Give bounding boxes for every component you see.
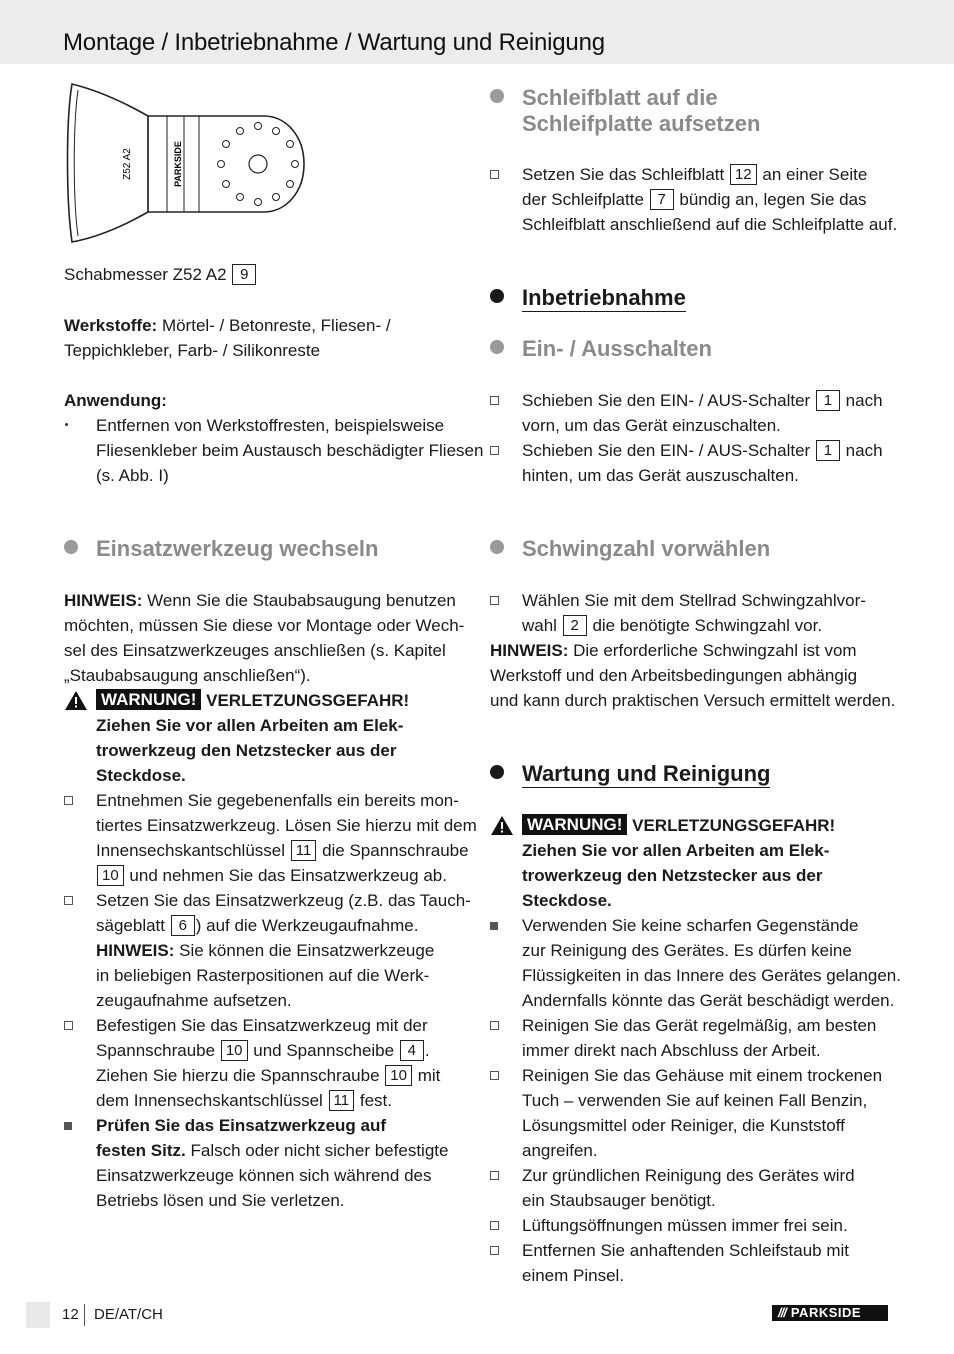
page-number: 12: [62, 1306, 79, 1323]
page-title: Montage / Inbetriebnahme / Wartung und Reinigung: [63, 29, 605, 56]
anwendung-label: Anwendung:: [64, 391, 167, 410]
checkbox-bullet-icon: [490, 1021, 499, 1030]
maintenance-item-2: Reinigen Sie das Gerät regelmäßig, am besten immer direkt nach Abschluss der Arbeit.: [490, 1013, 932, 1063]
hinweis-paragraph: HINWEIS: Wenn Sie die Staubabsaugung benutzen möchten, müssen Sie diese vor Montage oder Wech- sel des Einsatzwerkzeuges anschließen (s. Kapitel „Staubabsaugung anschließen“).: [64, 591, 465, 685]
section-heading-schleifblatt: Schleifblatt auf die Schleifplatte aufsetzen: [490, 85, 760, 137]
checkbox-bullet-icon: [64, 896, 73, 905]
warning-block-right: WARNUNG! VERLETZUNGSGEFAHR! Ziehen Sie vor allen Arbeiten am Elek- trowerkzeug den Netzstecker aus der Steckdose.: [490, 813, 932, 913]
step-fasten-tool: Befestigen Sie das Einsatzwerkzeug mit der Spannschraube 10 und Spannscheibe 4 . Ziehen Sie hierzu die Spannschraube 10 mit dem Innensechskantschlüssel 11 fest.: [64, 1013, 506, 1113]
footer-marker: [26, 1302, 50, 1328]
warning-block-left: WARNUNG! VERLETZUNGSGEFAHR! Ziehen Sie vor allen Arbeiten am Elek- trowerkzeug den Netzstecker aus der Steckdose.: [64, 688, 506, 788]
maintenance-item-1: Verwenden Sie keine scharfen Gegenstände zur Reinigung des Gerätes. Es dürfen keine Flüssigkeiten in das Innere des Gerätes gelangen. Andernfalls könnte das Gerät beschädigt werden.: [490, 913, 932, 1013]
checkbox-bullet-icon: [490, 446, 499, 455]
section-heading-inbetriebnahme: Inbetriebnahme: [490, 285, 686, 312]
tool-caption: Schabmesser Z52 A2 9: [64, 262, 257, 287]
checkbox-bullet-icon: [490, 396, 499, 405]
checkbox-bullet-icon: [490, 1221, 499, 1230]
checkbox-bullet-icon: [490, 1246, 499, 1255]
checkbox-bullet-icon: [490, 596, 499, 605]
square-bullet-icon: [64, 1122, 72, 1130]
warning-triangle-icon: [64, 690, 88, 711]
footer-divider: [84, 1304, 85, 1326]
oscillation-hinweis: HINWEIS: Die erforderliche Schwingzahl ist vom Werkstoff und den Arbeitsbedingungen abhängig und kann durch praktischen Versuch ermittelt werden.: [490, 641, 896, 710]
checkbox-bullet-icon: [490, 1171, 499, 1180]
step-insert-tool: Setzen Sie das Einsatzwerkzeug (z.B. das Tauch- sägeblatt 6 ) auf die Werkzeugaufnahme. HINWEIS: Sie können die Einsatzwerkzeuge in beliebigen Rasterpositionen auf die Werk- zeugaufnahme aufsetzen.: [64, 888, 506, 1013]
section-heading-schwingzahl: Schwingzahl vorwählen: [490, 536, 770, 562]
maintenance-item-6: Entfernen Sie anhaftenden Schleifstaub mit einem Pinsel.: [490, 1238, 932, 1288]
footer-region: DE/AT/CH: [94, 1306, 163, 1323]
werkstoffe-paragraph: Werkstoffe: Mörtel- / Betonreste, Fliesen- / Teppichkleber, Farb- / Silikonreste: [64, 316, 391, 360]
section-heading-wartung: Wartung und Reinigung: [490, 761, 770, 788]
warning-triangle-icon: [490, 815, 514, 836]
step-switch-on: Schieben Sie den EIN- / AUS-Schalter 1 nach vorn, um das Gerät einzuschalten.: [490, 388, 926, 438]
warning-badge: WARNUNG!: [522, 814, 627, 835]
brand-logo: /// PARKSIDE: [772, 1305, 888, 1321]
checkbox-bullet-icon: [64, 1021, 73, 1030]
anwendung-item: Entfernen von Werkstoffresten, beispielsweise Fliesenkleber beim Austausch beschädigter Fliesen (s. Abb. I): [64, 413, 496, 488]
square-bullet-icon: [490, 922, 498, 930]
checkbox-bullet-icon: [490, 1071, 499, 1080]
step-sanding-sheet: Setzen Sie das Schleifblatt 12 an einer Seite der Schleifplatte 7 bündig an, legen Sie das Schleifblatt anschließend auf die Schleifplatte auf.: [490, 162, 926, 237]
step-remove-tool: Entnehmen Sie gegebenenfalls ein bereits mon- tiertes Einsatzwerkzeug. Lösen Sie hierzu mit dem Innensechskantschlüssel 11 die Spannschraube 10 und nehmen Sie das Einsatzwerkzeug ab.: [64, 788, 506, 888]
tool-code-label: Z52 A2: [122, 148, 133, 180]
maintenance-item-5: Lüftungsöffnungen müssen immer frei sein.: [490, 1213, 932, 1238]
ref-number: 9: [232, 264, 256, 285]
warning-badge: WARNUNG!: [96, 689, 201, 710]
step-oscillation: Wählen Sie mit dem Stellrad Schwingzahlvor- wahl 2 die benötigte Schwingzahl vor.: [490, 588, 926, 638]
checkbox-bullet-icon: [64, 796, 73, 805]
section-heading-einsatzwerkzeug: Einsatzwerkzeug wechseln: [64, 536, 378, 562]
maintenance-item-4: Zur gründlichen Reinigung des Gerätes wird ein Staubsauger benötigt.: [490, 1163, 932, 1213]
step-check-tool: Prüfen Sie das Einsatzwerkzeug auf festen Sitz. Falsch oder nicht sicher befestigte Einsatzwerkzeuge können sich während des Betriebs lösen und Sie verletzen.: [64, 1113, 506, 1213]
maintenance-item-3: Reinigen Sie das Gehäuse mit einem trockenen Tuch – verwenden Sie auf keinen Fall Benzin, Lösungsmittel oder Reiniger, die Kunststoff angreifen.: [490, 1063, 932, 1163]
section-heading-ein-ausschalten: Ein- / Ausschalten: [490, 336, 712, 362]
checkbox-bullet-icon: [490, 170, 499, 179]
step-switch-off: Schieben Sie den EIN- / AUS-Schalter 1 nach hinten, um das Gerät auszuschalten.: [490, 438, 926, 488]
scraper-blade-illustration: [64, 80, 314, 250]
tool-brand-label: PARKSIDE: [173, 141, 183, 187]
